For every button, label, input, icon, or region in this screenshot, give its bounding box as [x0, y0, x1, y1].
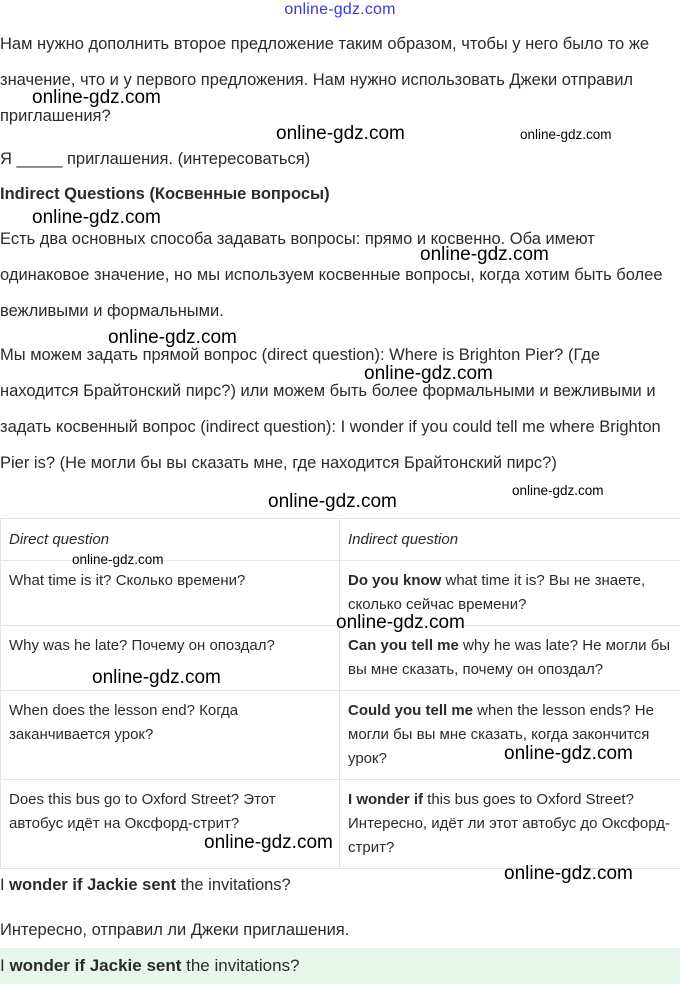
questions-table	[0, 518, 680, 869]
sentence-bold: wonder if Jackie sent	[9, 876, 177, 894]
indirect-phrase: Do you know	[348, 572, 442, 589]
direct-cell: Does this bus go to Oxford Street? Этот автобус идёт на Оксфорд-стрит?	[1, 780, 340, 869]
answer-bold: wonder if Jackie sent	[9, 956, 182, 975]
answer-pre: I	[0, 956, 10, 975]
watermark: online-gdz.com	[72, 552, 164, 567]
direct-cell: What time is it? Сколько времени?	[1, 561, 340, 626]
watermark: online-gdz.com	[276, 123, 405, 144]
watermark: online-gdz.com	[268, 491, 397, 512]
watermark: online-gdz.com	[204, 832, 333, 853]
explanation-paragraph-2: Мы можем задать прямой вопрос (direct question): Where is Brighton Pier? (Где находится Брайтонский пирс?) или можем быть более формальными и вежливыми и задать косвенный вопрос (indirect question): I wonder if you could tell me where Brighton Pier is? (Не могли бы вы сказать мне, где находится Брайтонский пирс?)	[0, 346, 661, 472]
indirect-rest: this bus goes to Oxford Street? Интересно, идёт ли этот автобус до Оксфорд-стрит?	[348, 791, 671, 856]
site-header[interactable]: online-gdz.com	[284, 1, 396, 18]
sentence-post: the invitations?	[176, 876, 291, 894]
section-heading: Indirect Questions (Косвенные вопросы)	[0, 185, 330, 203]
indirect-cell	[340, 780, 680, 869]
task-sentence: Я _____ приглашения. (интересоваться)	[0, 150, 311, 168]
intro-text: Нам нужно дополнить второе предложение таким образом, чтобы у него было то же значение, что и у первого предложения. Нам нужно использовать Джеки отправил приглашения?	[0, 35, 650, 125]
watermark: online-gdz.com	[108, 327, 237, 348]
answer-box	[0, 948, 680, 984]
watermark: online-gdz.com	[364, 363, 493, 384]
direct-cell: Why was he late? Почему он опоздал?	[1, 626, 340, 691]
watermark: online-gdz.com	[32, 87, 161, 108]
watermark: online-gdz.com	[504, 743, 633, 764]
explanation-paragraph-1: Есть два основных способа задавать вопросы: прямо и косвенно. Оба имеют одинаковое значение, но мы используем косвенные вопросы, когда хотим быть более вежливыми и формальными.	[0, 230, 663, 320]
watermark: online-gdz.com	[32, 207, 161, 228]
watermark: online-gdz.com	[520, 127, 612, 142]
watermark: online-gdz.com	[92, 667, 221, 688]
sentence-pre: I	[0, 876, 10, 894]
indirect-phrase: Can you tell me	[348, 637, 459, 654]
watermark: online-gdz.com	[512, 483, 604, 498]
indirect-phrase: Could you tell me	[348, 702, 474, 719]
translation-text: Интересно, отправил ли Джеки приглашения.	[0, 921, 350, 939]
table-row	[1, 691, 680, 780]
watermark: online-gdz.com	[504, 863, 633, 884]
watermark: online-gdz.com	[420, 244, 549, 265]
direct-cell: When does the lesson end? Когда заканчивается урок?	[1, 691, 340, 780]
indirect-cell	[340, 626, 680, 691]
indirect-question-header: Indirect question	[340, 519, 680, 561]
indirect-rest: why he was late? Не могли бы вы мне сказать, почему он опоздал?	[348, 637, 671, 678]
indirect-rest: what time it is? Вы не знаете, сколько сейчас времени?	[348, 572, 646, 613]
indirect-rest: when the lesson ends? Не могли бы вы мне сказать, когда закончится урок?	[348, 702, 654, 767]
answer-post: the invitations?	[181, 956, 300, 975]
table-row	[1, 780, 680, 869]
indirect-phrase: I wonder if	[348, 791, 423, 808]
watermark: online-gdz.com	[336, 612, 465, 633]
direct-question-header: Direct question	[1, 519, 340, 561]
indirect-cell	[340, 691, 680, 780]
